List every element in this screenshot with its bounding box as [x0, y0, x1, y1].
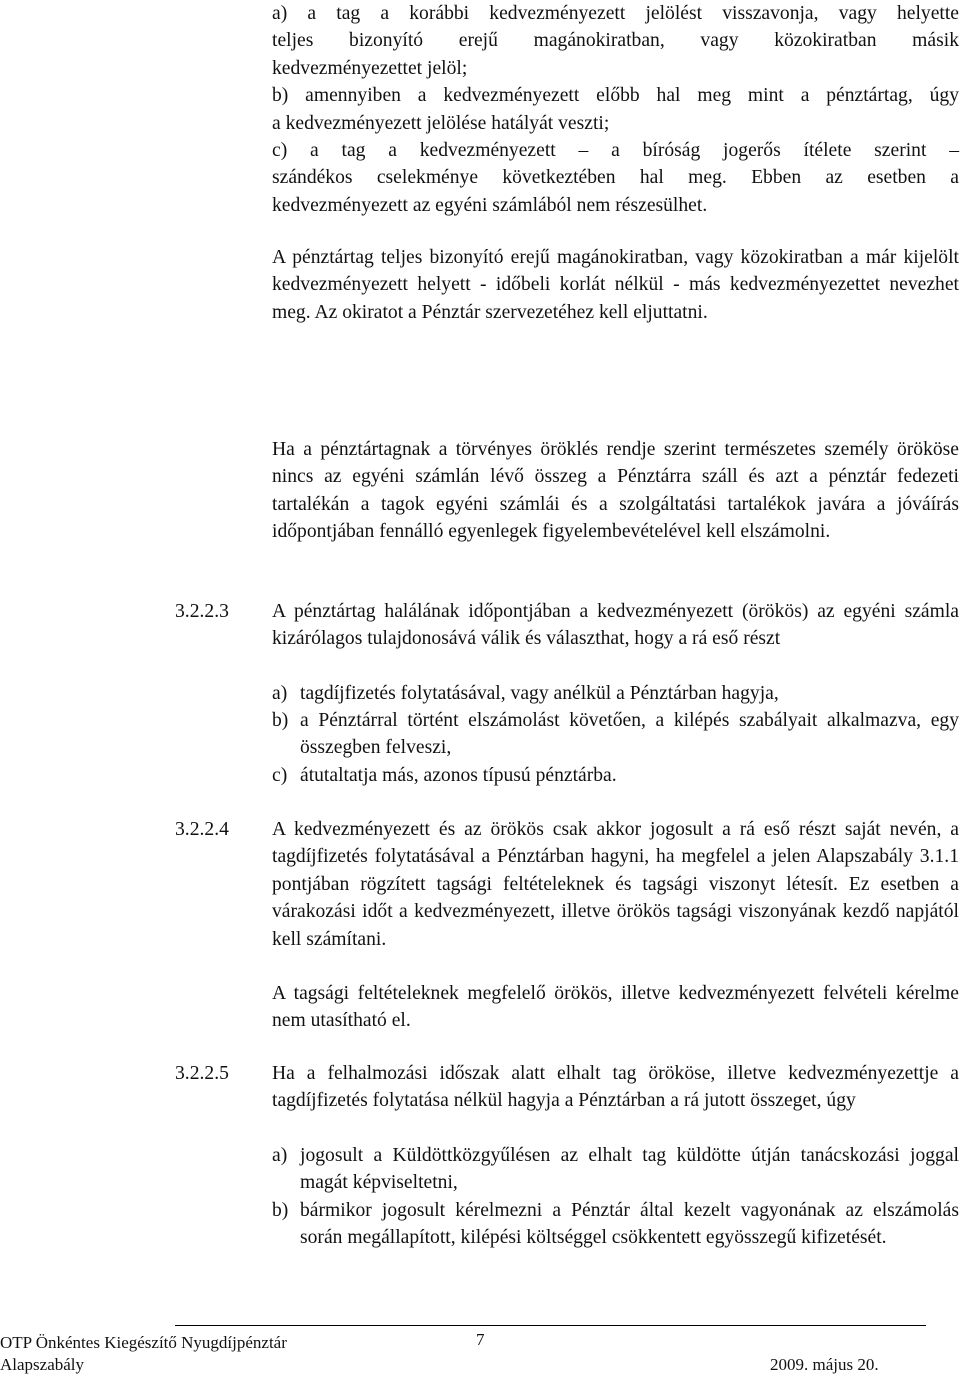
section-number-3-2-2-5: 3.2.2.5	[175, 1063, 229, 1084]
section-3-2-2-5-intro: Ha a felhalmozási időszak alatt elhalt tag örököse, illetve kedvezményezettje a tagdíjfizetés folytatása nélkül hagyja a Pénztárban a rá jutott összeget, úgy	[272, 1063, 959, 1112]
paragraph-no-heir: Ha a pénztártagnak a törvényes öröklés rendje szerint természetes személy örököse nincs az egyéni számlán lévő összeg a Pénztárra száll és azt a pénztár fedezeti tartalékán a tagok egyéni számlái és a szolgáltatási tartalékok javára a jóváírás időpontjában fennálló egyenlegek figyelembevételével kell elszámolni.	[272, 439, 959, 543]
footer-page-number: 7	[476, 1330, 485, 1349]
item-text: a Pénztárral történt elszámolást követően, a kilépés szabályait alkalmazva, egy összegben felveszi,	[300, 710, 959, 759]
item-label: a)	[272, 1145, 288, 1166]
list-abc	[272, 0, 959, 219]
item-text: bármikor jogosult kérelmezni a Pénztár által kezelt vagyonának az elszámolás során megállapított, kilépési költséggel csökkentett egyösszegű kifizetését.	[300, 1200, 959, 1249]
footer-divider	[175, 1325, 926, 1326]
item-label: c)	[272, 765, 288, 786]
item-c-line-1: c) a tag a kedvezményezett – a bíróság jogerős ítélete szerint –	[272, 140, 959, 162]
item-label: b)	[272, 710, 289, 731]
section-3-2-2-4-text-2: A tagsági feltételeknek megfelelő örökös, illetve kedvezményezett felvételi kérelme nem utasítható el.	[272, 983, 959, 1032]
item-c-line-2: szándékos cselekménye következtében hal meg. Ebben az esetben a	[272, 167, 959, 189]
section-number-3-2-2-3: 3.2.2.3	[175, 601, 229, 622]
section-3-2-2-5-item-a	[272, 1142, 959, 1197]
item-text: tagdíjfizetés folytatásával, vagy anélkül a Pénztárban hagyja,	[300, 683, 779, 704]
footer-date: 2009. május 20.	[770, 1355, 879, 1374]
footer-document: Alapszabály	[0, 1355, 85, 1374]
section-3-2-2-5-item-b	[272, 1197, 959, 1252]
item-text: jogosult a Küldöttközgyűlésen az elhalt tag küldötte útján tanácskozási joggal magát képviseltetni,	[300, 1145, 959, 1194]
section-3-2-2-3-intro: A pénztártag halálának időpontjában a kedvezményezett (örökös) az egyéni számla kizárólagos tulajdonosává válik és választhat, hogy a rá eső részt	[272, 601, 959, 650]
section-3-2-2-3-item-a	[272, 680, 959, 707]
item-b-line-2: a kedvezményezett jelölése hatályát veszti;	[272, 112, 610, 134]
item-c-line-3: kedvezményezett az egyéni számlából nem részesülhet.	[272, 194, 708, 216]
item-text: átutaltatja más, azonos típusú pénztárba.	[300, 765, 617, 786]
item-a-line-2: teljes bizonyító erejű magánokiratban, vagy közokiratban másik	[272, 30, 959, 52]
paragraph-beneficiary-change: A pénztártag teljes bizonyító erejű magánokiratban, vagy közokiratban a már kijelölt kedvezményezett helyett - időbeli korlát nélkül - más kedvezményezettet nevezhet meg. Az okiratot a Pénztár szervezetéhez kell eljuttatni.	[272, 247, 959, 323]
section-number-3-2-2-4: 3.2.2.4	[175, 819, 229, 840]
item-label: a)	[272, 683, 288, 704]
item-a-line-3: kedvezményezettet jelöl;	[272, 57, 468, 79]
item-a-line-1: a) a tag a korábbi kedvezményezett jelölést visszavonja, vagy helyette	[272, 3, 959, 24]
section-3-2-2-3-item-c	[272, 762, 959, 789]
item-b-line-1: b) amennyiben a kedvezményezett előbb hal meg mint a pénztártag, úgy	[272, 85, 959, 107]
section-3-2-2-3-item-b	[272, 707, 959, 762]
item-label: b)	[272, 1200, 289, 1221]
footer-org: OTP Önkéntes Kiegészítő Nyugdíjpénztár	[0, 1333, 287, 1352]
section-3-2-2-4-text: A kedvezményezett és az örökös csak akkor jogosult a rá eső részt saját nevén, a tagdíjfizetés folytatásával a Pénztárban hagyni, ha megfelel a jelen Alapszabály 3.1.1 pontjában rögzített tagsági feltételeknek és tagsági viszonyt létesít. Ez esetben a várakozási időt a kedvezményezett, illetve örökös tagsági viszonyának kezdő napjától kell számítani.	[272, 819, 959, 950]
